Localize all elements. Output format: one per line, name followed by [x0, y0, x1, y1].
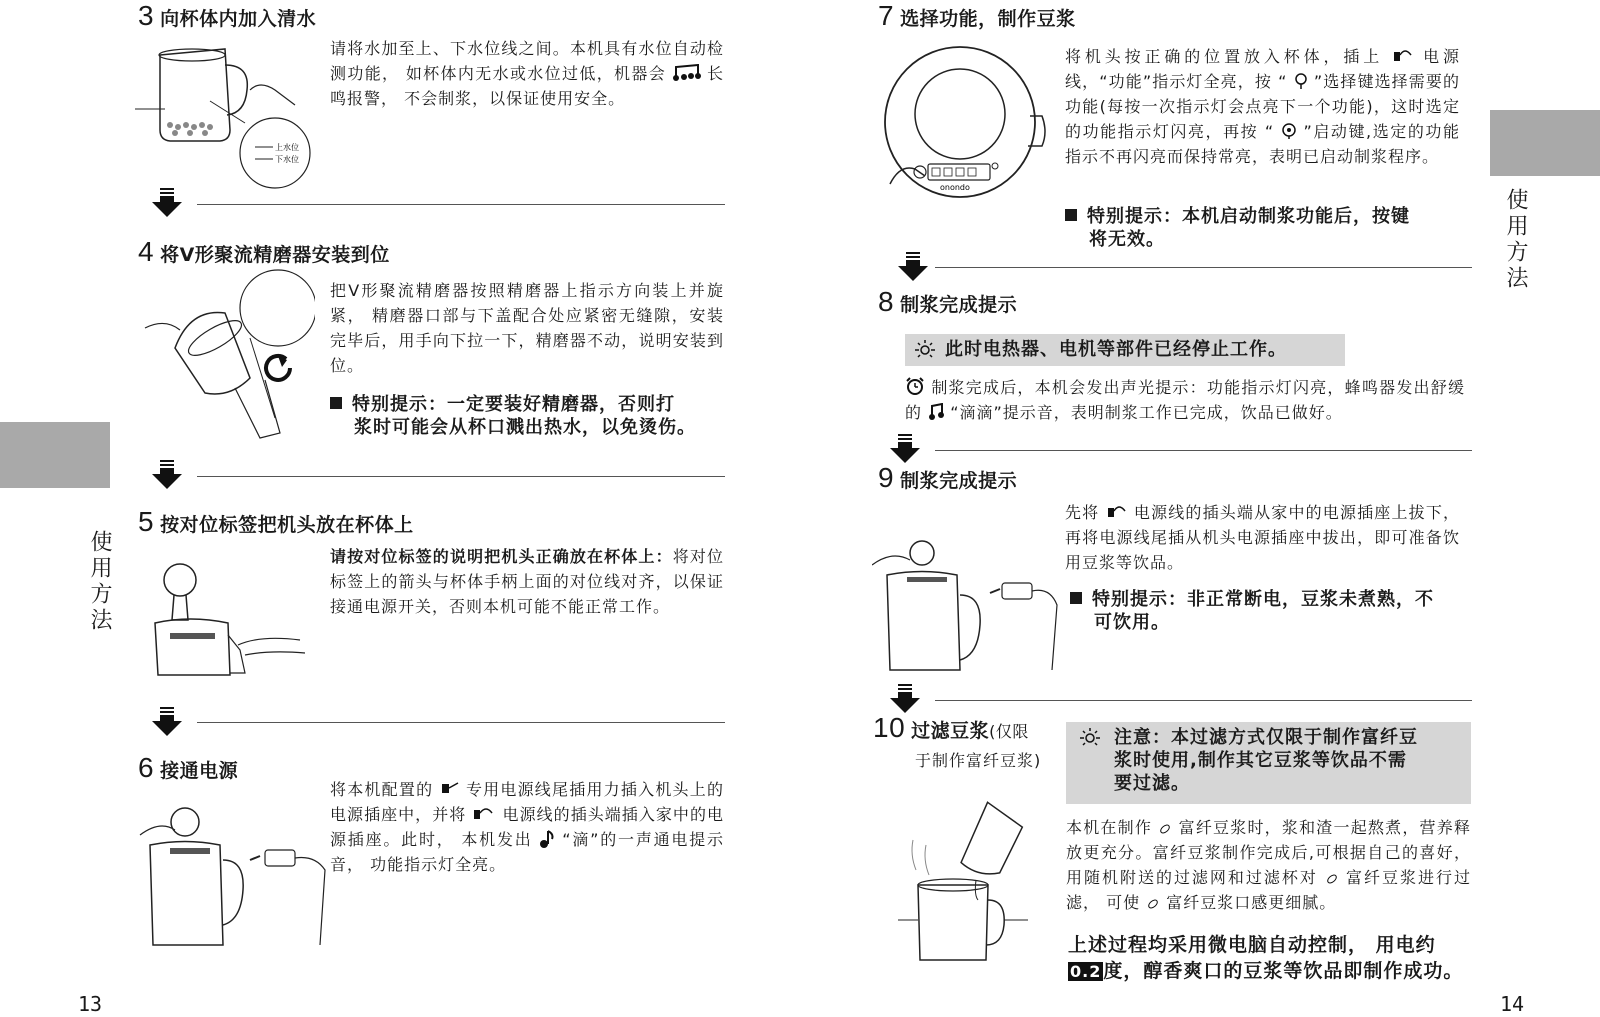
fiber-icon — [1158, 822, 1172, 836]
step-3-illustration — [135, 35, 315, 190]
step-5-title-text: 按对位标签把机头放在杯体上 — [160, 514, 414, 536]
music-notes-icon — [928, 403, 944, 421]
step-9-title — [878, 462, 1017, 494]
step-6-illustration — [135, 800, 335, 950]
step-10-title — [873, 712, 1029, 744]
bullet-square-icon — [1070, 592, 1082, 604]
side-tab-left — [0, 422, 110, 488]
label-lower-water: 下水位 — [275, 155, 299, 164]
step-10-title-note-2: 于制作富纤豆浆) — [915, 751, 1042, 770]
power-cord-icon — [1106, 503, 1128, 521]
label-upper-water: 上水位 — [275, 143, 299, 152]
bullet-square-icon — [330, 397, 342, 409]
bullet-square-icon — [1065, 209, 1077, 221]
step-10-summary: 上述过程均采用微电脑自动控制， 用电约 0.2 度，醇香爽口的豆浆等饮品即制作成功。 — [1068, 934, 1464, 982]
step-7-title-text: 选择功能，制作豆浆 — [900, 8, 1076, 30]
step-9-tip: 特别提示：非正常断电，豆浆未煮熟，不 可饮用。 — [1070, 588, 1470, 634]
music-note-icon — [539, 830, 555, 848]
step-8-title-text: 制浆完成提示 — [900, 294, 1018, 316]
step-9-title-text: 制浆完成提示 — [900, 470, 1018, 492]
fiber-icon — [1146, 897, 1160, 911]
step-3-title-text: 向杯体内加入清水 — [160, 8, 317, 30]
step-8-banner — [905, 334, 1345, 366]
down-arrow-icon — [152, 460, 182, 490]
alarm-clock-icon — [905, 376, 925, 396]
step-3-text: 请将水加至上、下水位线之间。本机具有水位自动检测功能， 如杯体内无水或水位过低，机器会 长鸣报警， 不会制浆，以保证使用安全。 — [330, 39, 724, 108]
step-9-number: 9 — [878, 462, 895, 493]
step-4-text: 把V形聚流精磨器按照精磨器上指示方向装上并旋紧， 精磨器口部与下盖配合处应紧密无缝隙，安装完毕后，用手向下拉一下，精磨器不动，说明安装到位。 — [330, 281, 724, 375]
select-key-icon — [1294, 72, 1308, 90]
divider-line — [935, 267, 1472, 268]
step-8-text: 制浆完成后，本机会发出声光提示：功能指示灯闪亮，蜂鸣器发出舒缓的 “滴滴”提示音，表明制浆工作已完成，饮品已做好。 — [905, 378, 1465, 422]
down-arrow-icon — [890, 434, 920, 464]
step-10-notice-box — [1066, 722, 1471, 804]
step-4-tip: 特别提示：一定要装好精磨器，否则打 浆时可能会从杯口溅出热水，以免烫伤。 — [330, 393, 730, 439]
step-7-illustration — [880, 44, 1050, 204]
step-3-title — [138, 0, 316, 32]
step-10-title-note-1: (仅限 — [989, 722, 1029, 741]
power-usage-value: 0.2 — [1070, 962, 1102, 981]
step-4-title-text: 将V形聚流精磨器安装到位 — [160, 244, 390, 266]
step-7-title — [878, 0, 1076, 32]
step-7-tip: 特别提示：本机启动制浆功能后，按键 将无效。 — [1065, 205, 1465, 251]
step-5-text: 请按对位标签的说明把机头正确放在杯体上：将对位标签上的箭头与杯体手柄上面的对位线对齐，以保证接通电源开关，否则本机可能不能正常工作。 — [330, 547, 724, 616]
step-10-illustration — [898, 800, 1048, 970]
down-arrow-icon — [152, 707, 182, 737]
step-7-number: 7 — [878, 0, 895, 31]
step-6-title-text: 接通电源 — [160, 760, 239, 782]
down-arrow-icon — [890, 684, 920, 714]
power-cord-icon — [472, 805, 496, 823]
divider-line — [935, 700, 1472, 701]
step-8-number: 8 — [878, 286, 895, 317]
light-icon — [913, 340, 937, 360]
step-5-title — [138, 506, 414, 538]
step-9-text: 先将 电源线的插头端从家中的电源插座上拔下，再将电源线尾插从机头电源插座中拔出，即可准备饮用豆浆等饮品。 — [1065, 503, 1460, 572]
step-4-illustration — [135, 268, 315, 448]
step-5-illustration — [150, 555, 310, 685]
step-8-banner-text: 此时电热器、电机等部件已经停止工作。 — [945, 339, 1287, 360]
step-10-title-text: 过滤豆浆 — [911, 720, 990, 742]
start-key-icon — [1281, 122, 1297, 140]
music-notes-icon — [673, 64, 701, 82]
light-icon — [1078, 728, 1102, 748]
side-label-left: 使用方法 — [87, 530, 112, 634]
divider-line — [935, 450, 1472, 451]
divider-line — [197, 476, 725, 477]
down-arrow-icon — [898, 252, 928, 282]
step-4-title — [138, 236, 390, 268]
step-5-number: 5 — [138, 506, 155, 537]
step-6-number: 6 — [138, 752, 155, 783]
step-10-number: 10 — [873, 712, 906, 743]
divider-line — [197, 204, 725, 205]
step-6-title — [138, 752, 238, 784]
page-number-right: 14 — [1500, 992, 1525, 1016]
step-4-number: 4 — [138, 236, 155, 267]
page-number-left: 13 — [78, 992, 103, 1016]
step-10-notice-text: 注意：本过滤方式仅限于制作富纤豆 浆时使用,制作其它豆浆等饮品不需 要过滤。 — [1114, 727, 1418, 794]
step-10-text: 本机在制作 富纤豆浆时，浆和渣一起熬煮，营养释放更充分。富纤豆浆制作完成后,可根据自己的喜好， 用随机附送的过滤网和过滤杯对 富纤豆浆进行过滤， 可使 富纤豆浆口感更细腻。 — [1066, 818, 1471, 912]
step-7-text: 将机头按正确的位置放入杯体，插上 电源线，“功能”指示灯全亮，按 “ ”选择键选择需要的功能(每按一次指示灯会点亮下一个功能)，这时选定的功能指示灯闪亮，再按 “ ”启动键,选定的功能指示不再闪亮而保持常亮，表明已启动制浆程序。 — [1065, 47, 1460, 166]
fiber-icon — [1325, 872, 1339, 886]
divider-line — [197, 722, 725, 723]
step-6-text: 将本机配置的 专用电源线尾插用力插入机头上的电源插座中，并将 电源线的插头端插入家中的电源插座。此时， 本机发出 “滴”的一声通电提示音， 功能指示灯全亮。 — [330, 780, 724, 874]
power-cord-icon — [1392, 47, 1414, 65]
down-arrow-icon — [152, 188, 182, 218]
side-label-right: 使用方法 — [1503, 188, 1528, 292]
brand-label: onondo — [940, 183, 970, 192]
side-tab-right — [1490, 110, 1600, 176]
power-plug-icon — [440, 780, 460, 798]
step-8-title — [878, 286, 1017, 318]
step-3-number: 3 — [138, 0, 155, 31]
step-9-illustration — [872, 535, 1062, 675]
